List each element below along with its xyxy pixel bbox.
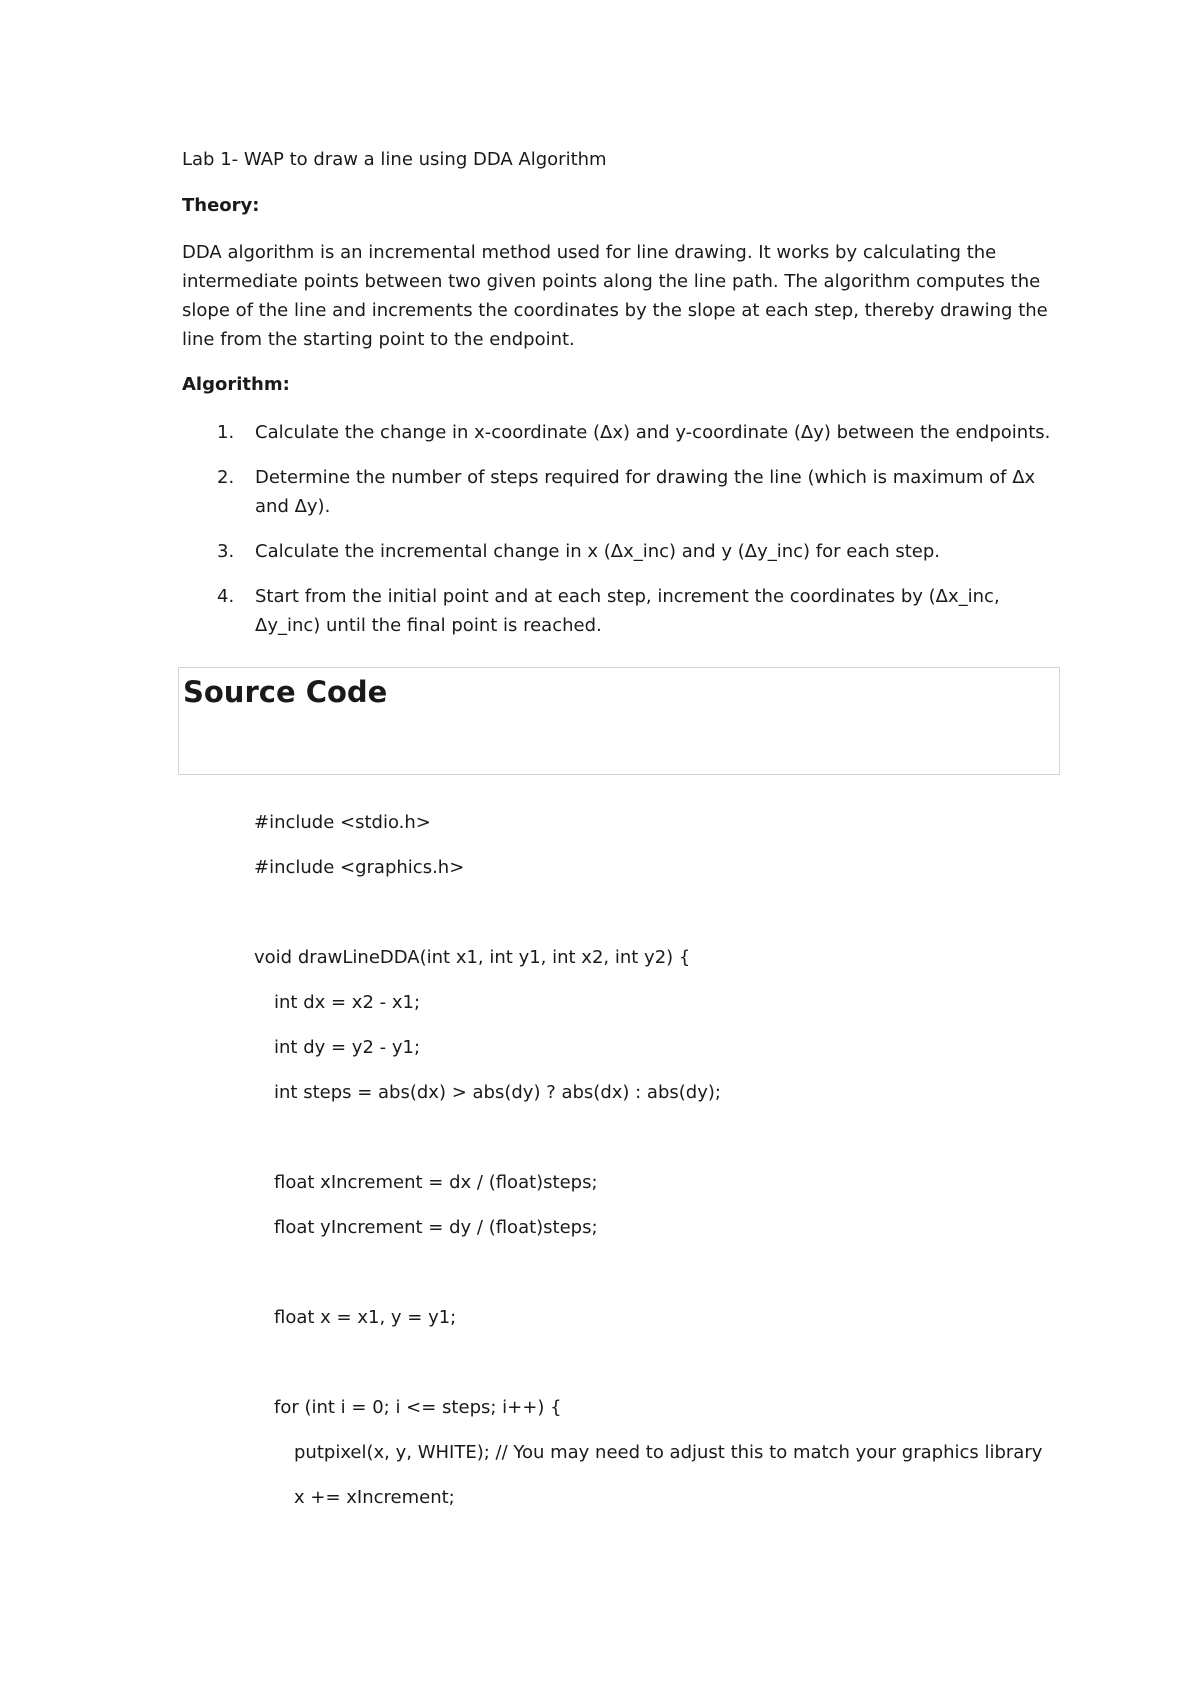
- code-line-blank: [254, 898, 1134, 928]
- code-line: int steps = abs(dx) > abs(dy) ? abs(dx) : abs(dy);: [274, 1082, 721, 1103]
- step-text: Calculate the incremental change in x (Δx_inc) and y (Δy_inc) for each step.: [255, 541, 941, 562]
- theory-paragraph: DDA algorithm is an incremental method used for line drawing. It works by calculating the intermediate points between two given points along the line path. The algorithm computes the slope of the line and increments the coordinates by the slope at each step, thereby drawing the line from the starting point to the endpoint.: [182, 242, 1048, 350]
- step-text: Calculate the change in x-coordinate (Δx) and y-coordinate (Δy) between the endpoints.: [255, 422, 1051, 443]
- theory-heading: Theory:: [182, 195, 260, 216]
- algorithm-step: [182, 537, 1062, 566]
- code-line: #include <graphics.h>: [254, 857, 465, 878]
- source-code-heading-box: [178, 667, 1060, 775]
- algorithm-step: [182, 582, 1062, 640]
- source-code-block: [254, 808, 1134, 1528]
- code-line-blank: [254, 1258, 1134, 1288]
- step-number: 4.: [217, 586, 235, 607]
- step-number: 2.: [217, 467, 235, 488]
- step-number: 3.: [217, 541, 235, 562]
- code-line: int dy = y2 - y1;: [274, 1037, 421, 1058]
- algorithm-heading: Algorithm:: [182, 374, 290, 395]
- source-code-heading: Source Code: [183, 675, 388, 709]
- document-title: Lab 1- WAP to draw a line using DDA Algorithm: [182, 149, 607, 170]
- code-line: #include <stdio.h>: [254, 812, 431, 833]
- code-line: float xIncrement = dx / (float)steps;: [274, 1172, 598, 1193]
- step-number: 1.: [217, 422, 235, 443]
- step-text: Start from the initial point and at each step, increment the coordinates by (Δx_inc, Δy_inc) until the final point is reached.: [255, 586, 1000, 636]
- code-line: for (int i = 0; i <= steps; i++) {: [274, 1397, 562, 1418]
- code-line: putpixel(x, y, WHITE); // You may need to adjust this to match your graphics library: [294, 1442, 1043, 1463]
- code-line: float yIncrement = dy / (float)steps;: [274, 1217, 598, 1238]
- step-text: Determine the number of steps required for drawing the line (which is maximum of Δx and Δy).: [255, 467, 1036, 517]
- algorithm-step: [182, 463, 1062, 521]
- code-line-blank: [254, 1348, 1134, 1378]
- code-line: void drawLineDDA(int x1, int y1, int x2, int y2) {: [254, 947, 691, 968]
- algorithm-step: [182, 418, 1062, 447]
- code-line-blank: [254, 1123, 1134, 1153]
- algorithm-steps-list: [182, 418, 1062, 656]
- code-line: float x = x1, y = y1;: [274, 1307, 457, 1328]
- code-line: x += xIncrement;: [294, 1487, 455, 1508]
- code-line: int dx = x2 - x1;: [274, 992, 421, 1013]
